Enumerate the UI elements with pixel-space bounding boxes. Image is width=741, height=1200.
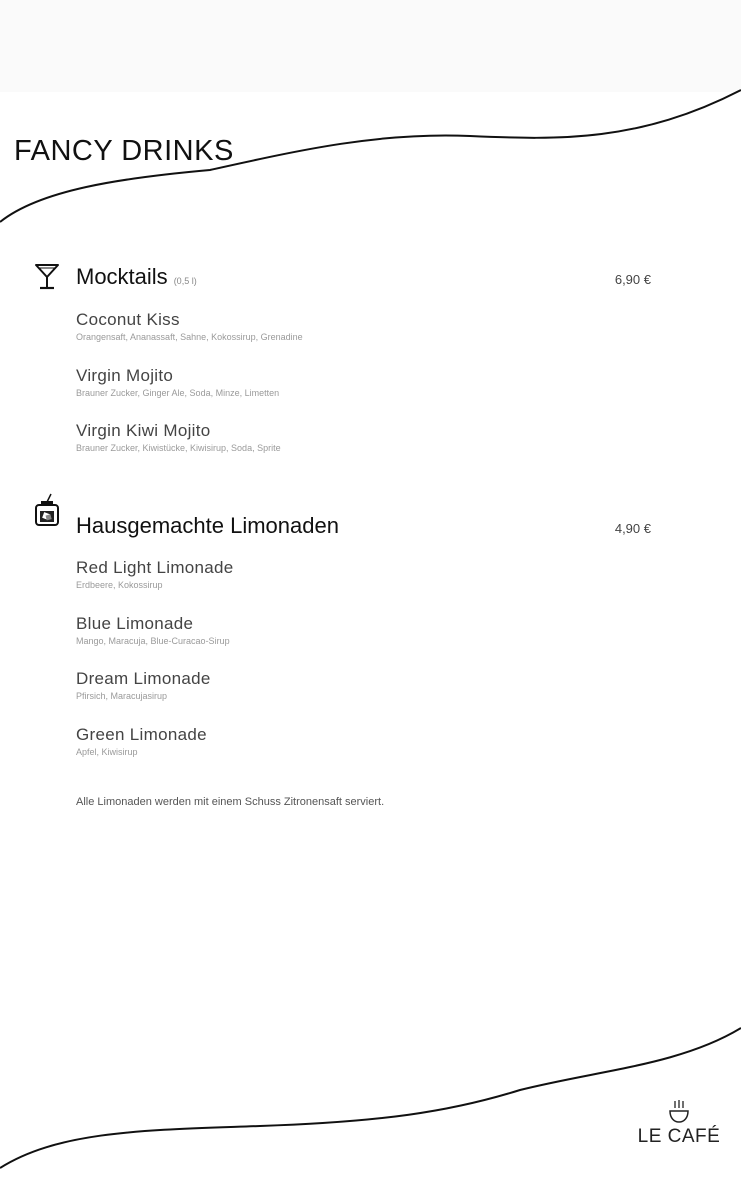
- menu-item: [76, 614, 230, 647]
- lemonade-footnote: Alle Limonaden werden mit einem Schuss Zitronensaft serviert.: [76, 796, 385, 808]
- bottom-wave-divider: [0, 1020, 741, 1200]
- header-band: [0, 0, 741, 92]
- page-title: FANCY DRINKS: [14, 135, 234, 168]
- section-price: 4,90 €: [614, 521, 651, 536]
- menu-item-description: Pfirsich, Maracujasirup: [76, 691, 168, 701]
- menu-item-description: Orangensaft, Ananassaft, Sahne, Kokossirup, Grenadine: [76, 332, 303, 342]
- menu-item-name: Blue Limonade: [76, 614, 194, 633]
- cocktail-glass-icon: [33, 262, 61, 292]
- menu-item: [76, 421, 281, 454]
- menu-item-name: Coconut Kiss: [76, 310, 180, 329]
- menu-item-name: Dream Limonade: [76, 669, 211, 688]
- menu-item-name: Virgin Kiwi Mojito: [76, 421, 211, 440]
- menu-item-description: Mango, Maracuja, Blue-Curacao-Sirup: [76, 636, 230, 646]
- le-cafe-logo: [636, 1098, 722, 1150]
- section-header-limonaden: [0, 493, 741, 538]
- menu-item-name: Green Limonade: [76, 725, 207, 744]
- menu-item-description: Apfel, Kiwisirup: [76, 747, 138, 757]
- menu-item: [76, 366, 279, 399]
- section-title-text: Mocktails: [76, 264, 168, 289]
- menu-item-name: Virgin Mojito: [76, 366, 174, 385]
- lemonade-jar-icon: [33, 493, 63, 529]
- menu-item-description: Erdbeere, Kokossirup: [76, 580, 163, 590]
- section-title-text: Hausgemachte Limonaden: [76, 513, 339, 538]
- menu-item-description: Brauner Zucker, Ginger Ale, Soda, Minze, Limetten: [76, 388, 280, 398]
- logo-text: LE CAFÉ: [637, 1126, 721, 1147]
- menu-item-description: Brauner Zucker, Kiwistücke, Kiwisirup, Soda, Sprite: [76, 443, 281, 453]
- section-header-mocktails: [0, 262, 741, 302]
- menu-item: [76, 669, 211, 702]
- menu-item: [76, 725, 207, 758]
- section-price: 6,90 €: [614, 272, 651, 287]
- section-size: (0,5 l): [173, 276, 197, 286]
- menu-item: [76, 558, 234, 591]
- coffee-cup-icon: [667, 1098, 691, 1124]
- section-title: [76, 264, 197, 290]
- menu-item: [76, 310, 303, 343]
- menu-item-name: Red Light Limonade: [76, 558, 234, 577]
